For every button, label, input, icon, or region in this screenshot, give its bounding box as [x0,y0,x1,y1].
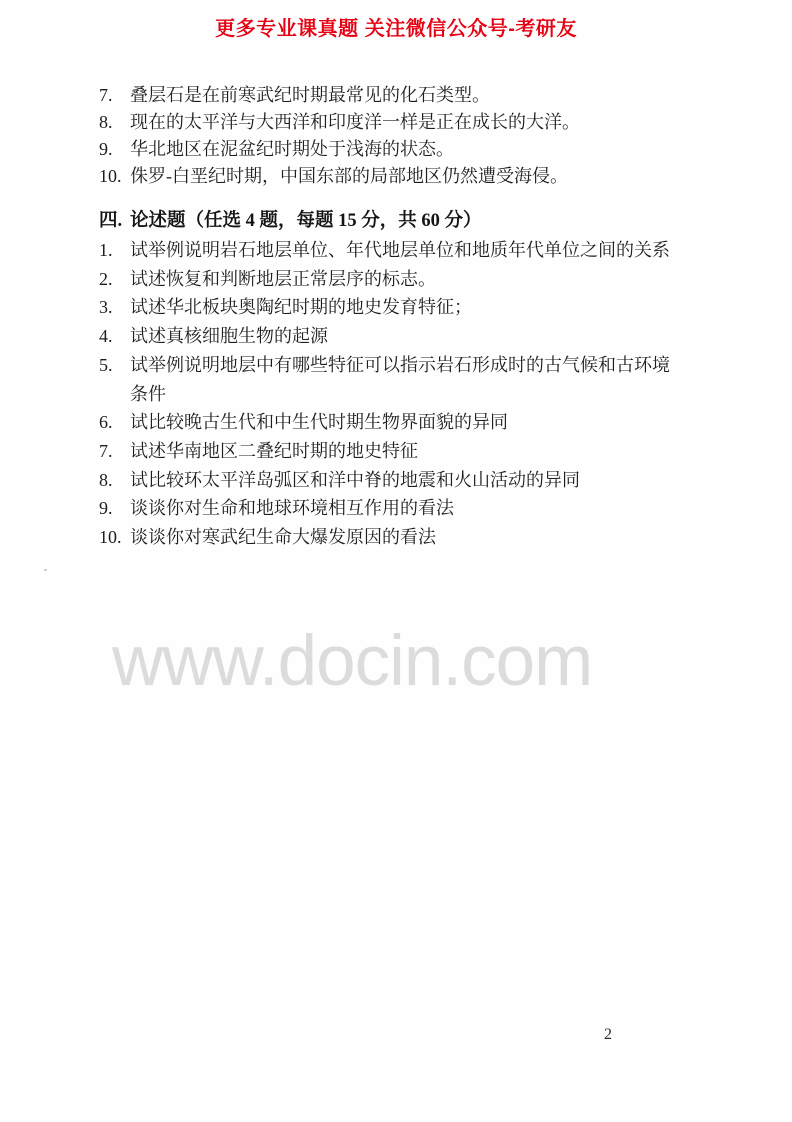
essay-section-heading [99,208,482,235]
question-item [99,523,685,552]
section-title-text: 论述题（任选 4 题，每题 15 分，共 60 分） [130,211,482,231]
question-item [99,494,685,523]
question-item [99,109,719,136]
question-item [99,82,719,109]
item-text: 试述华北板块奥陶纪时期的地史发育特征； [130,297,472,318]
item-number: 9. [99,498,113,519]
item-text: 叠层石是在前寒武纪时期最常见的化石类型。 [130,85,490,105]
item-text: 谈谈你对寒武纪生命大爆发原因的看法 [130,527,436,548]
essay-questions-list [99,236,685,552]
item-number: 10. [99,166,122,186]
question-item [99,236,685,265]
docin-watermark: www.docin.com [112,622,593,701]
true-false-questions-list [99,82,719,190]
item-number: 6. [99,412,113,433]
item-text: 试述真核细胞生物的起源 [130,326,328,347]
item-text: 华北地区在泥盆纪时期处于浅海的状态。 [130,139,454,159]
item-text: 试比较环太平洋岛弧区和洋中脊的地震和火山活动的异同 [130,469,580,490]
item-number: 9. [99,139,113,159]
question-item [99,351,685,408]
item-text: 现在的太平洋与大西洋和印度洋一样是正在成长的大洋。 [130,112,580,132]
question-item [99,408,685,437]
item-number: 7. [99,440,113,461]
item-number: 10. [99,527,122,548]
item-text: 侏罗-白垩纪时期，中国东部的局部地区仍然遭受海侵。 [130,166,568,186]
item-number: 5. [99,354,113,375]
item-number: 8. [99,112,113,132]
page-number: 2 [604,1026,612,1043]
item-number: 1. [99,240,113,260]
item-text: 试比较晚古生代和中生代时期生物界面貌的异同 [130,412,508,433]
section-number: 四. [99,211,123,231]
item-text: 试举例说明岩石地层单位、年代地层单位和地质年代单位之间的关系 [130,240,670,260]
question-item [99,136,719,163]
question-item [99,293,685,322]
question-item [99,265,685,294]
item-text: 谈谈你对生命和地球环境相互作用的看法 [130,498,454,519]
item-text: 试述恢复和判断地层正常层序的标志。 [130,268,436,289]
item-number: 4. [99,326,113,347]
item-number: 2. [99,268,113,289]
promo-header-text: 更多专业课真题 关注微信公众号-考研友 [215,18,577,40]
scan-speck [44,569,47,571]
item-number: 8. [99,469,113,490]
question-item [99,163,719,190]
item-number: 3. [99,297,113,318]
item-text: 试述华南地区二叠纪时期的地史特征 [130,440,418,461]
question-item [99,437,685,466]
item-number: 7. [99,85,113,105]
question-item [99,466,685,495]
question-item [99,322,685,351]
item-text: 试举例说明地层中有哪些特征可以指示岩石形成时的古气候和古环境条件 [130,354,670,404]
